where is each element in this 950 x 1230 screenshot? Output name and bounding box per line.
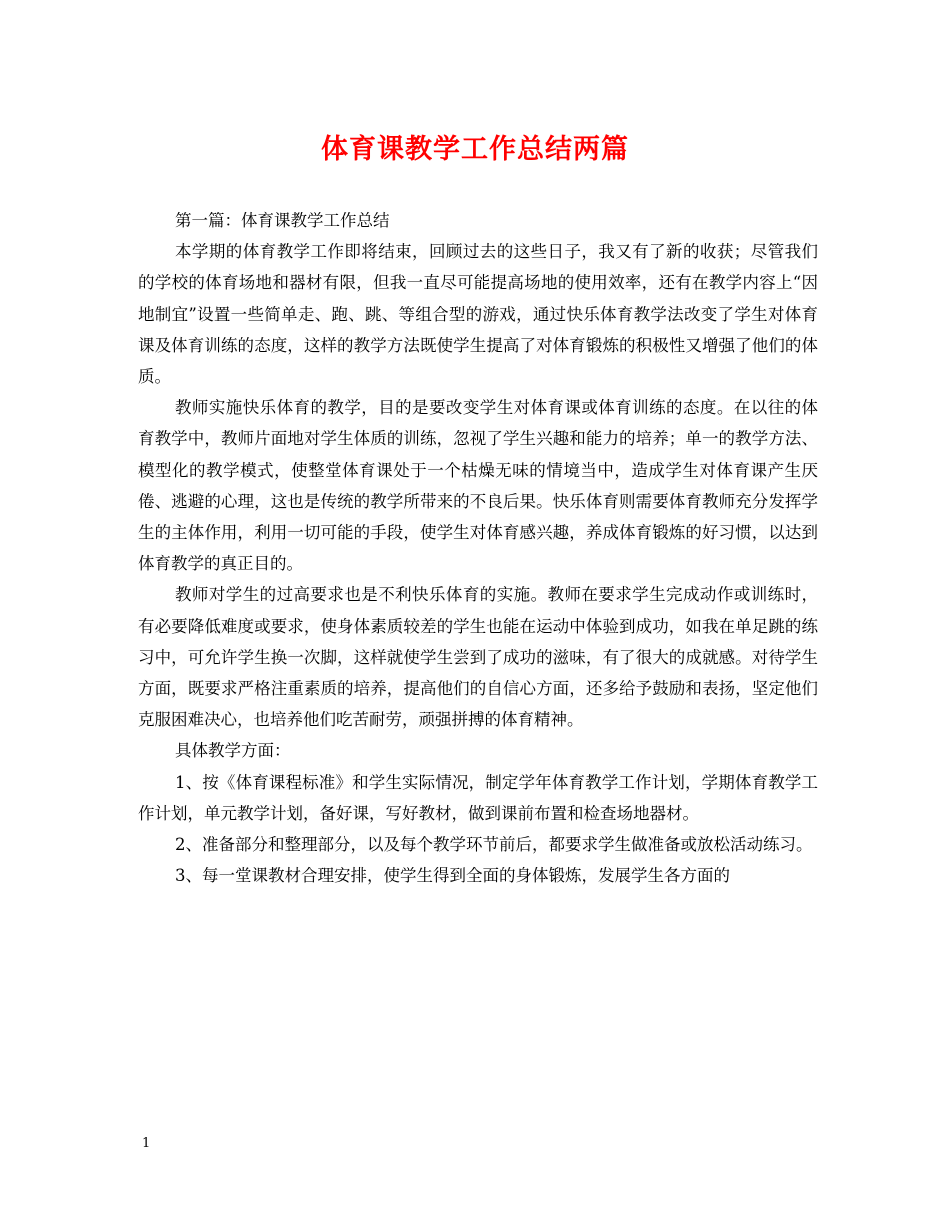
list-item: 2、准备部分和整理部分，以及每个教学环节前后，都要求学生做准备或放松活动练习。: [175, 835, 813, 855]
subsection-heading: 具体教学方面：: [175, 741, 291, 761]
paragraph: 教师实施快乐体育的教学，目的是要改变学生对体育课或体育训练的态度。在以往的体育教学中，教师片面地对学生体质的训练，忽视了学生兴趣和能力的培养；单一的教学方法、模型化的教学模式，使整堂体育课处于一个枯燥无味的情境当中，造成学生对体育课产生厌倦、逃避的心理，这也是传统的教学所带来的不良后果。快乐体育则需要体育教师充分发挥学生的主体作用，利用一切可能的手段，使学生对体育感兴趣，养成体育锻炼的好习惯，以达到体育教学的真正目的。: [138, 398, 818, 574]
list-item: 1、按《体育课程标准》和学生实际情况，制定学年体育教学工作计划，学期体育教学工作计划，单元教学计划，备好课，写好教材，做到课前布置和检查场地器材。: [138, 772, 818, 823]
document-body: [138, 205, 818, 891]
list-item: 3、每一堂课教材合理安排，使学生得到全面的身体锻炼，发展学生各方面的: [175, 866, 730, 886]
document-title: 体育课教学工作总结两篇: [321, 134, 629, 165]
section-heading: 第一篇：体育课教学工作总结: [175, 211, 390, 230]
paragraph: 本学期的体育教学工作即将结束，回顾过去的这些日子，我又有了新的收获；尽管我们的学校的体育场地和器材有限，但我一直尽可能提高场地的使用效率，还有在教学内容上“因地制宜”设置一些简单走、跑、跳、等组合型的游戏，通过快乐体育教学法改变了学生对体育课及体育训练的态度，这样的教学方法既使学生提高了对体育锻炼的积极性又增强了他们的体质。: [138, 242, 818, 387]
page-number: 1: [142, 1136, 151, 1151]
paragraph: 教师对学生的过高要求也是不利快乐体育的实施。教师在要求学生完成动作或训练时，有必要降低难度或要求，使身体素质较差的学生也能在运动中体验到成功，如我在单足跳的练习中，可允许学生换一次脚，这样就使学生尝到了成功的滋味，有了很大的成就感。对待学生方面，既要求严格注重素质的培养，提高他们的自信心方面，还多给予鼓励和表扬，坚定他们克服困难决心，也培养他们吃苦耐劳，顽强拼搏的体育精神。: [138, 585, 818, 730]
